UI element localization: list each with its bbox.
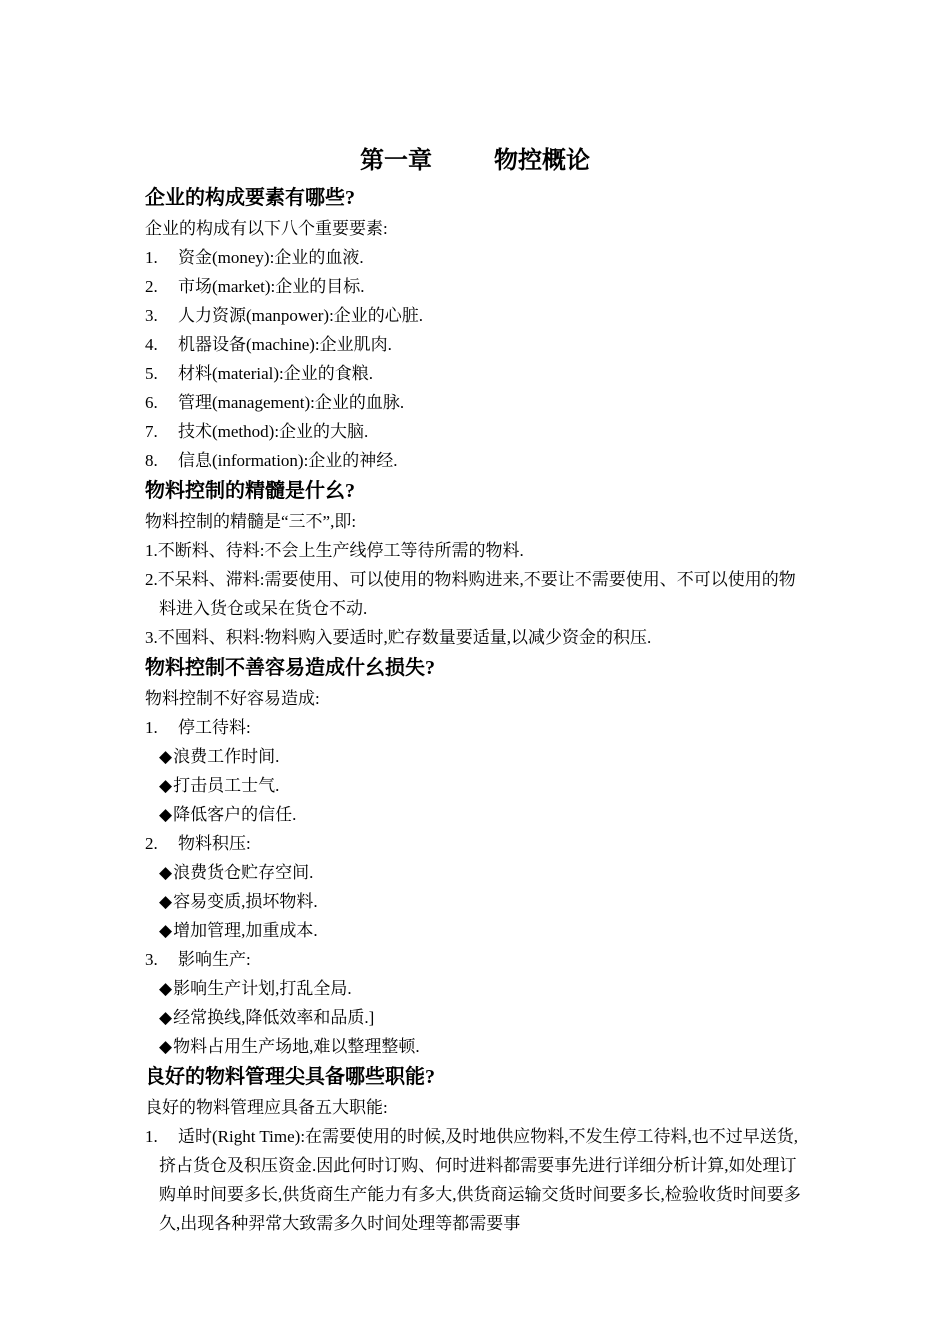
bullet-item: ◆增加管理,加重成本. bbox=[159, 921, 318, 940]
section-heading: 良好的物料管理尖具备哪些职能? bbox=[145, 1066, 435, 1088]
list-item: 3. 影响生产: bbox=[145, 950, 251, 969]
diamond-bullet-icon: ◆ bbox=[159, 892, 173, 911]
bullet-item: ◆物料占用生产场地,难以整理整顿. bbox=[159, 1037, 420, 1056]
bullet-item: ◆浪费工作时间. bbox=[159, 747, 280, 766]
section-intro: 企业的构成有以下八个重要要素: bbox=[145, 219, 388, 238]
bullet-item: ◆经常换线,降低效率和品质.] bbox=[159, 1008, 375, 1027]
bullet-item: ◆影响生产计划,打乱全局. bbox=[159, 979, 352, 998]
diamond-bullet-icon: ◆ bbox=[159, 863, 173, 882]
bullet-item: ◆降低客户的信任. bbox=[159, 805, 297, 824]
bullet-item: ◆浪费货仓贮存空间. bbox=[159, 863, 314, 882]
diamond-bullet-icon: ◆ bbox=[159, 921, 173, 940]
chapter-title bbox=[0, 140, 950, 175]
section-intro: 物料控制的精髓是“三不”,即: bbox=[145, 512, 357, 531]
chapter-number: 第一章 bbox=[360, 148, 432, 174]
diamond-bullet-icon: ◆ bbox=[159, 747, 173, 766]
bullet-item: ◆打击员工士气. bbox=[159, 776, 280, 795]
document-body bbox=[145, 182, 810, 1238]
list-item: 3. 人力资源(manpower):企业的心脏. bbox=[145, 306, 424, 325]
list-item: 8. 信息(information):企业的神经. bbox=[145, 451, 398, 470]
chapter-name: 物控概论 bbox=[494, 148, 590, 174]
section-intro: 物料控制不好容易造成: bbox=[145, 689, 320, 708]
list-item: 2. 市场(market):企业的目标. bbox=[145, 277, 365, 296]
list-item: 1. 停工待料: bbox=[145, 718, 251, 737]
list-item: 1.不断料、待料:不会上生产线停工等待所需的物料. bbox=[145, 541, 524, 560]
diamond-bullet-icon: ◆ bbox=[159, 979, 173, 998]
list-item: 4. 机器设备(machine):企业肌肉. bbox=[145, 335, 392, 354]
list-item: 2.不呆料、滞料:需要使用、可以使用的物料购进来,不要让不需要使用、不可以使用的物料进入货仓或呆在货仓不动. bbox=[145, 570, 796, 618]
diamond-bullet-icon: ◆ bbox=[159, 776, 173, 795]
bullet-item: ◆容易变质,损坏物料. bbox=[159, 892, 318, 911]
section-heading: 企业的构成要素有哪些? bbox=[145, 187, 355, 209]
diamond-bullet-icon: ◆ bbox=[159, 805, 173, 824]
diamond-bullet-icon: ◆ bbox=[159, 1008, 173, 1027]
list-item: 3.不囤料、积料:物料购入要适时,贮存数量要适量,以减少资金的积压. bbox=[145, 628, 652, 647]
section-intro: 良好的物料管理应具备五大职能: bbox=[145, 1098, 388, 1117]
list-item: 1. 适时(Right Time):在需要使用的时候,及时地供应物料,不发生停工待料,也不过早送货,挤占货仓及积压资金.因此何时订购、何时进料都需要事先进行详细分析计算,如处理订购单时间要多长,供货商生产能力有多大,供货商运输交货时间要多长,检验收货时间要多久,出现各种羿常大致需多久时间处理等都需要事 bbox=[145, 1127, 801, 1233]
list-item: 2. 物料积压: bbox=[145, 834, 251, 853]
list-item: 6. 管理(management):企业的血脉. bbox=[145, 393, 405, 412]
list-item: 5. 材料(material):企业的食粮. bbox=[145, 364, 373, 383]
section-heading: 物料控制的精髓是什幺? bbox=[145, 480, 355, 502]
list-item: 7. 技术(method):企业的大脑. bbox=[145, 422, 369, 441]
section-heading: 物料控制不善容易造成什幺损失? bbox=[145, 657, 435, 679]
diamond-bullet-icon: ◆ bbox=[159, 1037, 173, 1056]
list-item: 1. 资金(money):企业的血液. bbox=[145, 248, 364, 267]
